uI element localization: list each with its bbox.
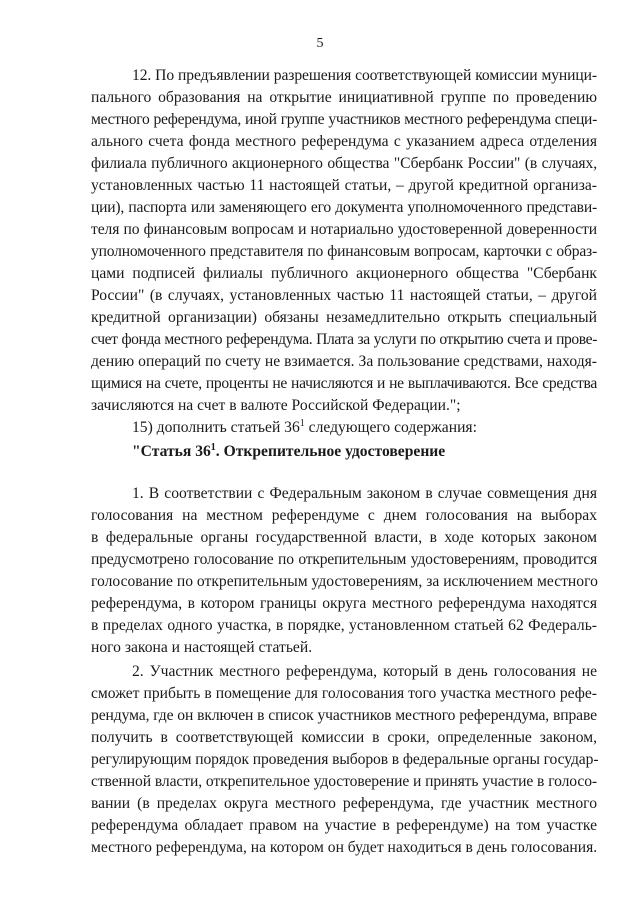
amendment-15-text: 15) дополнить статьей 36 (132, 419, 300, 436)
paragraph-1-line: в федеральные органы государственной власти, в ходе которых законом (91, 529, 597, 546)
article-heading (132, 441, 597, 463)
article-superscript: 1 (299, 418, 305, 429)
paragraph-2-line: местного референдума, на котором он будет находиться в день голосования. (91, 839, 598, 856)
paragraph-12-line: пального образования на открытие инициативной группе по проведению (91, 89, 597, 106)
paragraph-12-line: ального счета фонда местного референдума с указанием адреса отделения (91, 133, 597, 150)
paragraph-12-line: кредитной организации) обязаны незамедлительно открыть специальный (91, 309, 597, 326)
paragraph-1-line: голосования на местном референдуме с днем голосования на выборах (91, 507, 597, 524)
paragraph-1-line: голосование по открепительным удостоверениям, за исключением местного (91, 573, 598, 590)
paragraph-1-line: 1. В соответствии с Федеральным законом в случае совмещения дня (132, 485, 597, 502)
paragraph-2-line: получить в соответствующей комиссии в сроки, определенные законом, (91, 729, 597, 746)
paragraph-12-line: зачисляются на счет в валюте Российской Федерации."; (91, 397, 461, 414)
paragraph-12-line: ции), паспорта или заменяющего его документа уполномоченного представи- (91, 199, 597, 216)
paragraph-12-line: уполномоченного представителя по финансовым вопросам, карточки с образ- (91, 243, 597, 260)
paragraph-1-line: в пределах одного участка, в порядке, установленном статьей 62 Федераль- (91, 617, 597, 634)
paragraph-12-line: щимися на счете, проценты не начисляются и не выплачиваются. Все средства (91, 375, 597, 392)
article-heading-text: . Открепительное удостоверение (215, 443, 446, 460)
page-number: 5 (316, 36, 324, 51)
paragraph-12-line: цами подписей филиалы публичного акционерного общества "Сбербанк (91, 265, 597, 282)
paragraph-12-line: счет фонда местного референдума. Плата за услуги по открытию счета и прове- (91, 331, 597, 348)
paragraph-12-line: России" (в случаях, установленных частью 11 настоящей статьи, – другой (91, 287, 597, 304)
amendment-15-text: следующего содержания: (304, 419, 477, 436)
paragraph-1-line: референдума, в котором границы округа местного референдума находятся (91, 595, 597, 612)
paragraph-12-line: установленных частью 11 настоящей статьи, – другой кредитной организа- (91, 177, 597, 194)
paragraph-12-line: филиала публичного акционерного общества "Сбербанк России" (в случаях, (91, 155, 597, 172)
amendment-15-line (132, 417, 597, 439)
paragraph-12-line: дению операций по счету не взимается. За пользование средствами, находя- (91, 353, 597, 370)
paragraph-12-line: теля по финансовым вопросам и нотариально удостоверенной доверенности (91, 221, 597, 238)
paragraph-1-line: предусмотрено голосование по открепительным удостоверениям, проводится (91, 551, 597, 568)
paragraph-2-line: ственной власти, открепительное удостоверение и принять участие в голосо- (91, 773, 597, 790)
paragraph-1-line: ного закона и настоящей статьей. (91, 639, 313, 656)
paragraph-2-line: рендума, где он включен в список участников местного референдума, вправе (91, 707, 597, 724)
paragraph-2-line: регулирующим порядок проведения выборов в федеральные органы государ- (91, 751, 599, 768)
paragraph-2-line: вании (в пределах округа местного референдума, где участник местного (91, 795, 597, 812)
paragraph-2-line: 2. Участник местного референдума, который в день голосования не (132, 663, 597, 680)
paragraph-2-line: сможет прибыть в помещение для голосования того участка местного рефе- (91, 685, 597, 702)
paragraph-12-line: 12. По предъявлении разрешения соответствующей комиссии муници- (132, 67, 597, 84)
article-heading-superscript: 1 (210, 442, 216, 453)
paragraph-2-line: референдума обладает правом на участие в референдуме) на том участке (91, 817, 597, 834)
article-heading-text: "Статья 36 (132, 443, 211, 460)
paragraph-12-line: местного референдума, иной группе участников местного референдума специ- (91, 111, 597, 128)
